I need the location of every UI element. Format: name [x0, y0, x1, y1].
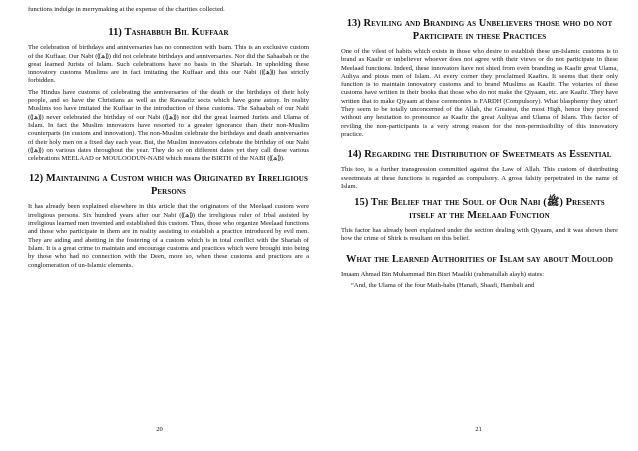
heading-12-maintaining-custom: 12) Maintaining a Custom which was Originated by Irreligious Persons	[29, 173, 308, 198]
continued-paragraph: functions indulge in merrymaking at the expense of the charities collected.	[28, 6, 225, 13]
heading-14-sweetmeats: 14) Regarding the Distribution of Sweetmeats as Essential	[347, 149, 612, 161]
paragraph-16-quote: “And, the Ulama of the four Math-habs (Hanafi, Shaafi, Hambali and	[351, 282, 535, 290]
heading-15-belief-soul: 15) The Belief that the Soul of Our Nabi (ﷺ) Presents itself at the Meelaad Function	[354, 197, 605, 222]
right-page	[319, 0, 638, 451]
paragraph-11a: The celebration of birthdays and anniversaries has no connection with Isam. This is an exclusive custom of the Kuffaar. Our Nabi (⸨ھ⸩) did not celebrate birthdays and anniversaries. Nor did the Sahaabah or the great learned Jurists of Islam. Such celebrations have no basis in the Shariah. In upholding these innovatory customs Muslims are in fact imitating the Kuffaar and this our Nabi (⸨ھ⸩) has strictly forbidden.	[28, 44, 309, 85]
paragraph-14: This too, is a further transgression committed against the Law of Allah. This custom of distributing sweetmeats at these functions is regarded as compulsory. A gross falsity perpetrated in the name of Islam.	[341, 166, 618, 190]
paragraph-11b: The Hindus have customs of celebrating the anniversaries of the death or the birthdays of their holy people, and so have the Christians as well as the Rawaafiz sects which have gone astray. In reality Muslims too have imitated the Kuffaar in the introduction of these customs. The Sahaabah of our Nabi (⸨ھ⸩) never celebrated the birthday of our Nabi (⸨ھ⸩) nor did the great learned Jurists and Ulama of Islam. In fact the Muslim innovators have resorted to a greater ignorance than their non-Muslim counterparts (in custom and innovation). The non-Muslim celebrate the birthdays and death anniversaries of their holy men on a fixed day each year. But, the Muslim innovators celebrate the birthday of our Nabi (⸨ھ⸩) on various dates throughout the year. They do so on different dates yet they call these various celebrations MEELAAD or MOULOODUN-NABI which means the BIRTH of the NABI (⸨ھ⸩).	[28, 88, 309, 163]
page-number-left: 20	[156, 426, 163, 433]
heading-11-tashabbuh: 11) Tashabbuh Bil Kuffaar	[108, 27, 229, 39]
heading-13-reviling: 13) Reviling and Branding as Unbelievers those who do not Participate in these Practices	[346, 18, 613, 42]
page-number-right: 21	[475, 426, 482, 433]
paragraph-13: One of the vilest of habits which exists in those who desire to establish these un-Islamic customs is to brand as Kaafir or unbeliever whoever does not agree with their views or do not participate in these Meelaad functions. Indeed, these innovators have not shied from even branding as Kaafir great Ulama, Auliya and pious men of Islam. At every corner they proclaimed Kaafirs. It seems that their only function is to maintain innovatory customs and to brand Muslims as Kaafir. The votaries of these customs have written in their books that those who do not make the Qiyaam, etc. are Kaafir. They have written that to make Qiyaam at these ceremonies is FARDH (Compulsory). What blasphemy they utter! They seem to be totally unconcerned of the Allah, the Greatest, the most High, hence they proceed without any hesitation to pronounce as Kaafir the great Auliyaa and Ulama of Islam. This factor of reviling the non-participants is a very strong reason for the non-permissibility of this innovatory practice.	[341, 48, 618, 138]
paragraph-12: It has already been explained elsewhere in this article that the originators of the Meelaad custom were irreligious persons. Six hundred years after our Nabi (⸨ھ⸩) the irreligious ruler of Irbal assisted by irreligious learned men invented and established this custom. Thus, those who organize Meelaad functions and those who participate in them are in reality assisting to establish a practice introduced by evil men. They are aiding and abetting in the fostering of a custom which is in total conflict with the Shariah of Islam. It is a great crime to maintain and encourage customs and practices which were brought into being by those who had no connection with the Deen, more so, when these customs and practices are a conglomeration of un-Islamic elements.	[28, 203, 309, 269]
paragraph-16-intro: Imaam Ahmad Bin Muhammad Bin Bisri Maaliki (rahmatullah alayh) states:	[341, 270, 545, 278]
paragraph-15: This factor has already been explained under the section dealing with Qiyaam, and it was shown there how the crime of Shirk is resultant on this belief.	[341, 227, 618, 243]
heading-16-learned-authorities: What the Learned Authorities of Islam say about Moulood	[345, 253, 614, 265]
